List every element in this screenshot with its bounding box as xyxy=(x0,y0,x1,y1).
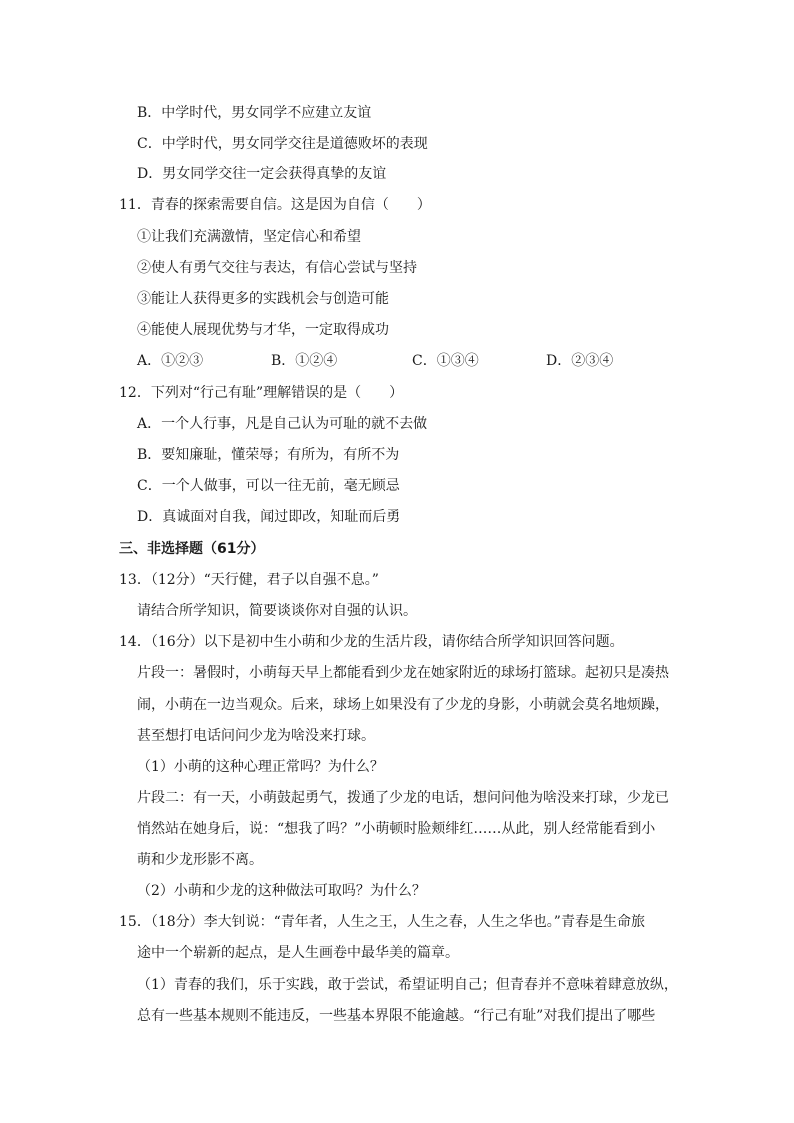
q14-subquestion-1: （1）小萌的这种心理正常吗？为什么？ xyxy=(137,759,384,775)
q10-option-d: D．男女同学交往一定会获得真挚的友谊 xyxy=(137,166,387,182)
q14-para1-line: 甚至想打电话问问少龙为啥没来打球。 xyxy=(137,728,375,744)
q14-para2-line: 萌和少龙形影不离。 xyxy=(137,852,263,868)
q11-choice-a: A．①②③ xyxy=(137,353,204,369)
q12-option-a: A．一个人行事，凡是自己认为可耻的就不去做 xyxy=(137,416,428,432)
q10-option-c: C．中学时代，男女同学交往是道德败坏的表现 xyxy=(137,136,428,152)
q12-stem: 12．下列对“行己有耻”理解错误的是（ ） xyxy=(119,385,404,401)
q14-subquestion-2: （2）小萌和少龙的这种做法可取吗？为什么？ xyxy=(137,883,426,899)
q14-para1-line: 闹，小萌在一边当观众。后来，球场上如果没有了少龙的身影，小萌就会莫名地烦躁， xyxy=(137,697,669,713)
q15-stem-line: 15．（18分）李大钊说：“青年者，人生之王，人生之春，人生之华也。”青春是生命旅 xyxy=(119,914,645,930)
q11-choice-c: C．①③④ xyxy=(412,353,479,369)
q11-item-4: ④能使人展现优势与才华，一定取得成功 xyxy=(137,322,389,338)
q12-option-c: C．一个人做事，可以一往无前，毫无顾忌 xyxy=(137,478,400,494)
q11-item-1: ①让我们充满激情，坚定信心和希望 xyxy=(137,229,361,245)
q11-item-2: ②使人有勇气交往与表达，有信心尝试与坚持 xyxy=(137,260,417,276)
q15-subquestion-1-line: 总有一些基本规则不能违反，一些基本界限不能逾越。“行己有耻”对我们提出了哪些 xyxy=(137,1008,656,1024)
q10-option-b: B．中学时代，男女同学不应建立友谊 xyxy=(137,105,372,121)
q11-stem: 11．青春的探索需要自信。这是因为自信（ ） xyxy=(119,197,431,213)
q12-option-d: D．真诚面对自我，闻过即改，知耻而后勇 xyxy=(137,509,401,525)
section-heading: 三、非选择题（61分） xyxy=(119,541,265,557)
q11-item-3: ③能让人获得更多的实践机会与创造可能 xyxy=(137,291,389,307)
q14-para2-line: 片段二：有一天，小萌鼓起勇气，拨通了少龙的电话，想问问他为啥没来打球，少龙已 xyxy=(137,790,669,806)
q13-stem: 13．（12分）“天行健，君子以自强不息。” xyxy=(119,572,379,588)
q14-para2-line: 悄然站在她身后，说：“想我了吗？”小萌顿时脸颊绯红……从此，别人经常能看到小 xyxy=(137,821,656,837)
q12-option-b: B．要知廉耻，懂荣辱；有所为，有所不为 xyxy=(137,447,400,463)
q14-para1-line: 片段一：暑假时，小萌每天早上都能看到少龙在她家附近的球场打篮球。起初只是凑热 xyxy=(137,665,669,681)
q11-choice-d: D．②③④ xyxy=(546,353,614,369)
q11-choice-b: B．①②④ xyxy=(271,353,338,369)
q15-stem-line: 途中一个崭新的起点，是人生画卷中最华美的篇章。 xyxy=(137,945,459,961)
q13-prompt: 请结合所学知识，简要谈谈你对自强的认识。 xyxy=(137,603,417,619)
q15-subquestion-1-line: （1）青春的我们，乐于实践，敢于尝试，希望证明自己；但青春并不意味着肆意放纵， xyxy=(137,977,678,993)
q14-stem: 14．（16分）以下是初中生小萌和少龙的生活片段，请你结合所学知识回答问题。 xyxy=(119,634,624,650)
